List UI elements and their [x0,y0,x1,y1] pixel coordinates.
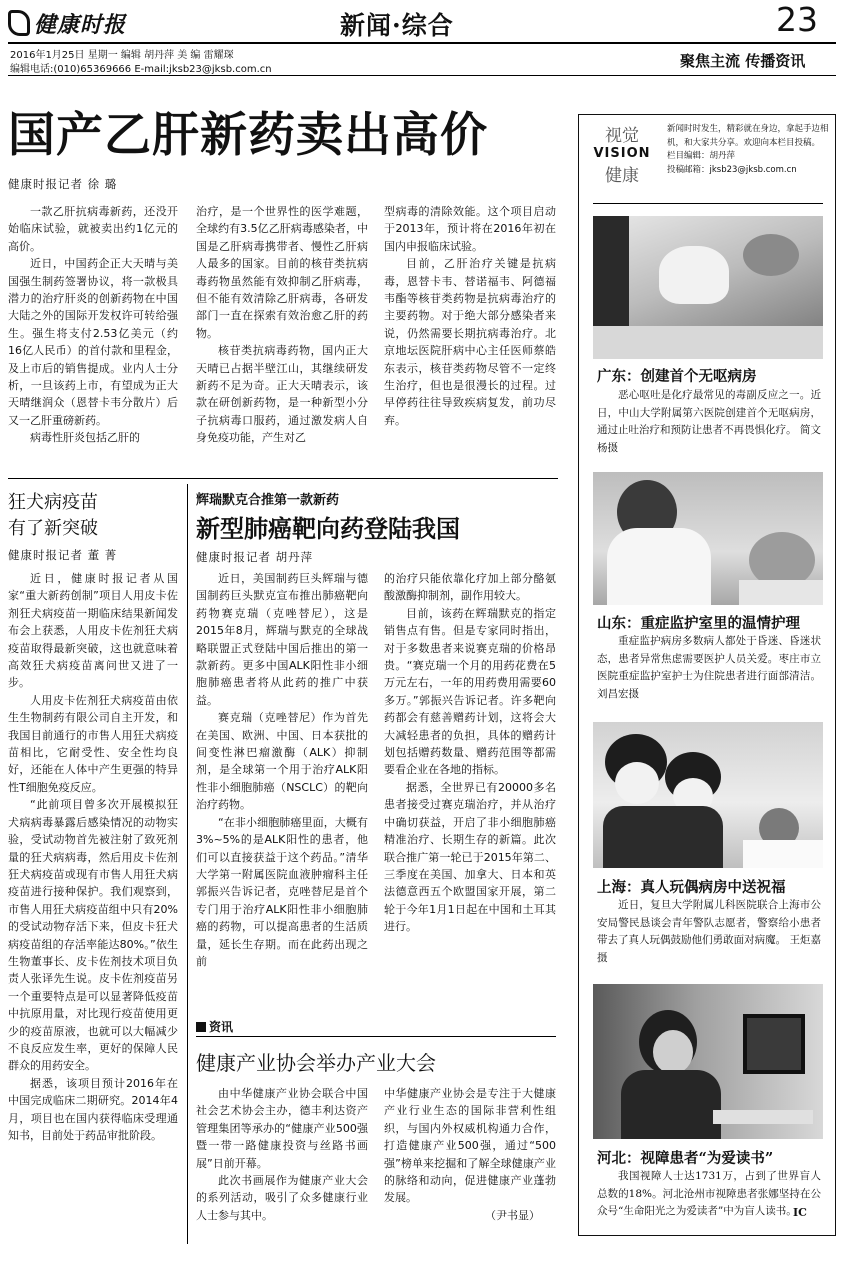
news-paragraph: 中华健康产业协会是专注于大健康产业行业生态的国际非营利性组织，与国内外权威机构通力合作，打造健康产业500强，通过“500强”榜单来挖掘和了解全球健康产业的脉络和动向，促进健康产业蓬勃发展。 [384,1087,556,1205]
lung-paragraph: 目前，该药在辉瑞默克的指定销售点有售。但是专家同时指出，对于多数患者来说赛克瑞的价格昂贵。“赛克瑞一个月的用药花费在5万元左右，一年的用药费用需要60多万。”郭振兴告诉记者。许多靶向药都会有慈善赠药计划，这将会大大减轻患者的负担，具体的赠药计划包括赠药数量、赠药范围等都需要看企业在各地的指标。 [384,606,556,777]
lung-paragraph: 近日，美国制药巨头辉瑞与德国制药巨头默克宣布推出肺癌靶向药物赛克瑞（克唑替尼），这是2015年8月，辉瑞与默克的全球战略联盟正式登陆中国后推出的第一款新药。更多中国ALK阳性非小细胞肺癌患者将从此药的推广中获益。 [196,572,368,707]
lead-paragraph: 目前，乙肝治疗关键是抗病毒，恩替卡韦、替诺福韦、阿德福韦酯等核苷类药物是抗病毒治疗的主要药物。对于绝大部分感染者来说，仍然需要长期抗病毒治疗。北京地坛医院肝病中心主任医师蔡皓东表示，核苷类药物尽管不一定终生治疗，但也是很漫长的过程。过早停药往往导致疾病复发，前功尽弃。 [384,257,556,427]
lung-column-2 [384,570,556,1006]
vision-logo-cn2: 健康 [605,166,639,186]
lung-paragraph: 赛克瑞（克唑替尼）作为首先在美国、欧洲、中国、日本获批的间变性淋巴瘤激酶（ALK）抑制剂，是全球第一个用于治疗ALK阳性非小细胞肺癌（NSCLC）的靶向治疗药物。 [196,711,368,812]
lead-paragraph: 近日，中国药企正大天晴与美国强生制药签署协议，将一款极具潜力的治疗肝炎的创新药物在中国大陆之外的国际开发权许可转给强生。强生将支付2.53亿美元（约16亿人民币）的首付款和里程金，及上市后的销售提成。业内人士分析，一旦该药上市，有望成为正大天晴继润众（恩替卡韦分散片）后又一乙肝重磅新药。 [8,257,178,427]
lead-byline: 健康时报记者 徐 璐 [8,177,118,191]
lead-paragraph: 型病毒的清除效能。这个项目启动于2013年，预计将在2016年初在国内申报临床试验。 [384,205,556,253]
rabies-body [8,570,178,1242]
column-divider [187,484,188,1244]
rabies-paragraph: “此前项目曾多次开展模拟狂犬病病毒暴露后感染情况的动物实验，受试动物首先被注射了致死剂量的狂犬病病毒，然后用皮卡佐剂狂犬病疫苗或现有市售人用狂犬病疫苗进行接种保护。我们观察到，市售人用狂犬病疫苗组中只有20%的受试动物存活下来，但皮卡狂犬病疫苗组的存活率能达80%。”依生生物董事长、皮卡佐剂技术项目负责人张译先生说。皮卡佐剂疫苗另一个重要特点是可以显著降低疫苗中抗原用量，对比现行疫苗使用更少的疫苗原液，也就可以大幅减少不良反应发生率，更好的保障人民群众的用药安全。 [8,798,178,1073]
lung-column-1 [196,570,368,1006]
sidebar-item-title: 河北：视障患者“为爱读书” [597,1150,774,1167]
news-label [196,1018,233,1035]
logo-text: 健康时报 [34,11,127,38]
news-column-2 [384,1085,556,1243]
lead-paragraph: 核苷类抗病毒药物，国内正大天晴已占据半壁江山，其继续研发新药不足为奇。正大天晴表示，该款在研创新药物，是一种新型小分子抗病毒口服药，通过激发病人自身免疫功能，产生对乙 [196,344,368,445]
lung-paragraph: “在非小细胞肺癌里面，大概有3%~5%的是ALK阳性的患者，他们可以直接获益于这个药品。”清华大学第一附属医院血液肿瘤科主任郭振兴告诉记者，克唑替尼是首个专门用于治疗ALK阳性非小细胞肺癌的药物，可以提高患者的生活质量，延长生存期。而在此药出现之前 [196,815,368,968]
news-headline: 健康产业协会举办产业大会 [196,1051,436,1075]
sidebar-item-title: 广东：创建首个无呕病房 [597,368,757,385]
sidebar-item-caption [597,633,821,705]
masthead-bottom-rule [8,75,836,76]
news-rule [196,1036,556,1037]
rabies-paragraph: 近日，健康时报记者从国家“重大新药创制”项目人用皮卡佐剂狂犬病疫苗一期临床结果新闻发布会上获悉，人用皮卡佐剂狂犬病疫苗取得最新突破，这也就意味着高效狂犬病疫苗离问世又进了一步。 [8,572,178,690]
lung-paragraph: 的治疗只能依靠化疗加上部分酪氨酸激酶抑制剂，副作用较大。 [384,572,556,603]
rabies-headline-line-1: 狂犬病疫苗 [8,492,98,513]
contact-line: 编辑电话:(010)65369666 E-mail:jksb23@jksb.com.cn [10,64,272,75]
newspaper-logo [8,6,138,40]
lead-headline: 国产乙肝新药卖出高价 [8,108,488,163]
rabies-paragraph: 人用皮卡佐剂狂犬病疫苗由依生生物制药有限公司自主开发，和我国目前通行的市售人用狂犬病疫苗相比，它耐受性、安全性均良好，还能在人体中产生更强的特异性T细胞免疫反应。 [8,693,178,794]
sidebar-intro-text: 新闻时时发生，精彩就在身边，拿起手边相机，和大家共分享。欢迎向本栏目投稿。 [667,124,829,148]
news-paragraph: 由中华健康产业协会联合中国社会艺术协会主办，德丰利达资产管理集团等承办的“健康产业500强暨一带一路健康投资与丝路书画展”日前开幕。 [196,1087,368,1170]
lead-paragraph: 治疗，是一个世界性的医学难题，全球约有3.5亿乙肝病毒感染者，中国是乙肝病毒携带者、慢性乙肝病人最多的国家。目前的核苷类抗病毒药物虽然能有效抑制乙肝病毒，但不能有效清除乙肝病毒，各研发部门一直在探索有效治愈乙肝的药物。 [196,205,368,340]
lead-column-2 [196,203,368,473]
lung-byline: 健康时报记者 胡丹萍 [196,550,314,564]
vision-sidebar [578,114,836,1236]
lead-paragraph: 病毒性肝炎包括乙肝的 [30,431,140,445]
vision-logo-en: VISION [593,146,651,161]
sidebar-intro [667,123,831,177]
lead-paragraph: 一款乙肝抗病毒新药，还没开始临床试验，就被卖出约1亿元的高价。 [8,205,178,253]
sidebar-editor: 栏目编辑：胡丹萍 [667,151,736,161]
sidebar-item-caption [597,1168,821,1230]
lung-kicker: 辉瑞默克合推第一款新药 [196,493,340,508]
photo-chemo-patient [593,216,823,359]
lung-paragraph: 据悉，全世界已有20000多名患者接受过赛克瑞治疗，并从治疗中确切获益，开启了非小细胞肺癌精准治疗、长期生存的新篇。此次联合推广第一轮已于2015年第二、三季度在美国、加拿大、日本和英法德意西五个欧盟国家开展，第二轮于今年1月1日起在中国和土耳其进行。 [384,780,556,934]
news-label-text: 资讯 [209,1020,234,1034]
slogan: 聚焦主流 传播资讯 [680,52,806,70]
photo-police-mascots [593,722,823,868]
masthead-rule [8,42,836,44]
sidebar-item-caption [597,897,821,969]
lung-headline: 新型肺癌靶向药登陆我国 [196,514,460,543]
news-paragraph: 此次书画展作为健康产业大会的系列活动，吸引了众多健康行业人士参与其中。 [196,1174,368,1222]
sidebar-item-title: 上海：真人玩偶病房中送祝福 [597,879,786,896]
sidebar-caption-text: 恶心呕吐是化疗最常见的毒副反应之一。近日，中山大学附属第六医院创建首个无呕病房，通过止吐治疗和预防让患者不再畏惧化疗。 简文杨摄 [597,389,821,454]
news-column-1 [196,1085,368,1243]
lead-column-3 [384,203,556,473]
rabies-paragraph: 据悉，该项目预计2016年在中国完成临床二期研究。2014年4月，项目也在国内获得临床受理通知书，目前处于药品审批阶段。 [8,1076,178,1142]
rabies-byline: 健康时报记者 董 菁 [8,548,118,562]
sidebar-caption-text: 近日，复旦大学附属儿科医院联合上海市公安局警民恳谈会青年警队志愿者，警察给小患者带去了真人玩偶鼓励他们勇敢面对病魔。 王炬嘉摄 [597,899,821,964]
news-author: （尹书显） [485,1208,540,1222]
photo-icu-nurse [593,472,823,605]
vision-logo-cn1: 视觉 [605,126,639,146]
sidebar-email: 投稿邮箱：jksb23@jksb.com.cn [667,164,797,175]
sidebar-caption-text: 重症监护病房多数病人都处于昏迷、昏迷状态，患者异常焦虑需要医护人员关爱。枣庄市立医院重症监护室护士为住院患者进行面部清洁。刘昌宏摄 [597,635,821,700]
square-bullet-icon [196,1022,206,1032]
vision-logo [591,121,653,186]
sidebar-item-caption [597,387,821,459]
page-number: 23 [776,0,818,39]
rabies-headline-line-2: 有了新突破 [8,518,98,539]
logo-mark-icon [8,10,30,36]
sidebar-item-title: 山东：重症监护室里的温情护理 [597,615,800,632]
lead-divider [8,478,558,479]
sidebar-rule [593,203,823,204]
lead-column-1 [8,203,178,473]
section-title: 新闻·综合 [340,11,454,40]
photo-credit-tag: IC [793,1206,807,1219]
masthead [0,0,844,78]
date-line: 2016年1月25日 星期一 编辑 胡丹萍 美 编 雷耀琛 [10,50,234,61]
photo-blind-reader [593,984,823,1139]
sidebar-caption-text: 我国视障人士达1731万，占到了世界盲人总数的18%。河北沧州市视障患者张娜坚持在公众号“生命阳光之为爱读者”中为盲人读书。 [597,1170,821,1217]
